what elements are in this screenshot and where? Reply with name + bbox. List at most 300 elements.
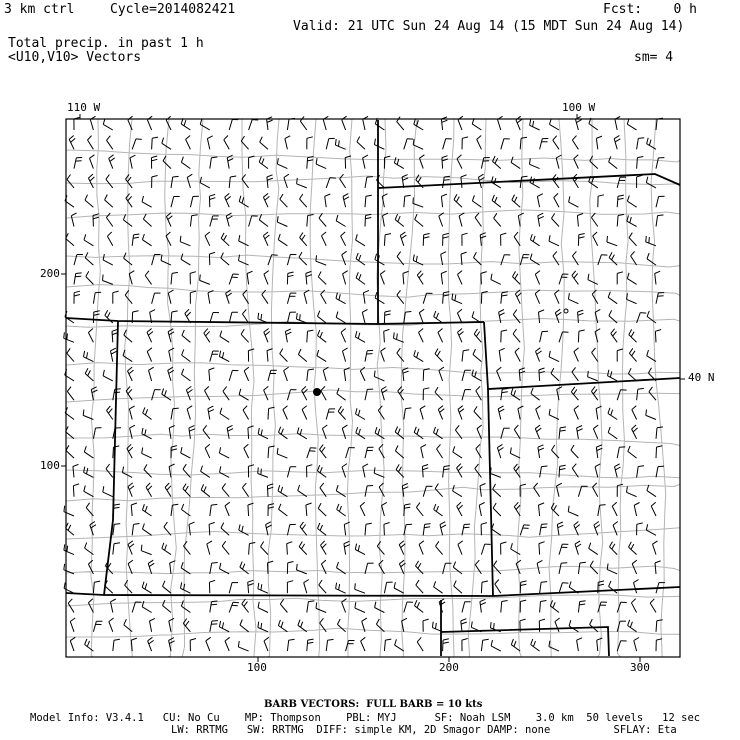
wind-barb xyxy=(128,541,134,555)
wind-barb xyxy=(144,464,152,477)
wind-barb xyxy=(481,544,490,555)
wind-barb xyxy=(539,310,545,323)
wind-barb xyxy=(279,504,288,516)
wind-barb xyxy=(129,271,134,285)
wind-barb xyxy=(577,214,583,227)
wind-barb xyxy=(574,348,579,362)
wind-barb xyxy=(513,329,520,342)
wind-barb xyxy=(441,194,447,207)
wind-barb xyxy=(164,522,171,535)
wind-barb xyxy=(152,156,158,169)
wind-barb xyxy=(612,502,617,516)
wind-barb xyxy=(540,524,548,535)
wind-barb xyxy=(617,177,626,188)
wind-barb xyxy=(610,542,618,555)
wind-barb xyxy=(242,309,248,323)
wind-barb xyxy=(71,213,76,227)
wind-barb xyxy=(355,602,365,612)
wind-barb xyxy=(128,367,134,381)
wind-barb xyxy=(535,425,541,439)
wind-barb xyxy=(631,251,637,265)
wind-barb xyxy=(210,157,218,169)
wind-barb xyxy=(302,386,308,400)
wind-barb xyxy=(278,234,287,246)
wind-barb xyxy=(247,271,253,284)
wind-barb xyxy=(637,138,645,150)
wind-barb xyxy=(258,428,268,439)
wind-barb xyxy=(598,195,604,207)
wind-barb xyxy=(380,271,385,285)
wind-barb xyxy=(550,600,559,612)
wind-barb xyxy=(304,290,309,304)
wind-barb xyxy=(613,522,618,536)
wind-barb xyxy=(259,157,268,169)
wind-barb xyxy=(634,638,639,652)
run-name: 3 km ctrl xyxy=(4,2,75,17)
wind-barb xyxy=(384,311,390,323)
wind-barb xyxy=(515,348,520,362)
wind-barb xyxy=(578,601,585,613)
wind-barb xyxy=(220,331,229,343)
wind-barb xyxy=(646,410,656,420)
wind-barb xyxy=(592,348,598,362)
wind-barb xyxy=(637,157,644,169)
wind-barb xyxy=(491,274,501,285)
wind-barb xyxy=(210,563,218,574)
wind-barb xyxy=(402,484,408,497)
wind-barb xyxy=(307,448,317,458)
wind-barb xyxy=(627,293,637,303)
wind-barb xyxy=(169,348,174,362)
wind-barb xyxy=(239,255,249,265)
wind-barb xyxy=(493,484,501,497)
wind-barb xyxy=(404,602,413,613)
wind-barb xyxy=(356,408,366,419)
lon-label-100w: 100 W xyxy=(562,101,596,114)
wind-barb xyxy=(572,251,578,265)
wind-barb xyxy=(555,290,560,304)
wind-barb xyxy=(439,367,444,381)
wind-barb xyxy=(317,465,326,477)
wind-barb xyxy=(458,116,463,130)
wind-barb xyxy=(651,502,656,516)
wind-barb xyxy=(84,234,93,246)
wind-barb xyxy=(474,406,482,419)
wind-barb xyxy=(655,271,661,284)
wind-barb xyxy=(381,387,387,401)
wind-barb xyxy=(365,447,374,458)
wind-barb xyxy=(264,329,270,343)
wind-barb xyxy=(249,543,256,555)
wind-barb xyxy=(628,446,637,458)
wind-barb xyxy=(113,524,120,536)
wind-barb xyxy=(103,254,113,265)
wind-barb xyxy=(297,564,307,574)
wind-barb xyxy=(491,640,501,651)
wind-barb xyxy=(656,196,665,207)
wind-barb xyxy=(494,561,501,574)
wind-barb xyxy=(163,581,172,593)
wind-barb xyxy=(200,274,210,284)
wind-barb xyxy=(593,425,598,439)
wind-barb xyxy=(436,541,443,554)
wind-barb xyxy=(377,541,384,554)
wind-barb xyxy=(225,502,230,516)
wind-barb xyxy=(168,290,173,304)
wind-barb xyxy=(365,214,371,226)
wind-barb xyxy=(318,272,326,285)
wind-barb xyxy=(634,580,639,594)
valid-time: Valid: 21 UTC Sun 24 Aug 14 (15 MDT Sun 24 Aug 14) xyxy=(293,19,685,34)
wind-barb xyxy=(617,349,623,362)
wind-barb xyxy=(143,407,152,419)
wind-barb xyxy=(629,542,637,555)
wind-barb xyxy=(221,253,229,266)
wind-barb xyxy=(384,329,390,342)
wind-barb xyxy=(90,155,95,169)
wind-barb xyxy=(415,214,424,226)
wind-barb xyxy=(530,119,540,130)
wind-barb xyxy=(421,445,426,459)
wind-barb xyxy=(317,350,326,362)
wind-barb xyxy=(365,523,372,535)
wind-barb xyxy=(453,446,462,458)
wind-barb xyxy=(614,136,620,150)
wind-barb xyxy=(302,406,307,420)
wind-barb xyxy=(132,234,139,246)
wind-barb xyxy=(278,620,287,632)
wind-barb xyxy=(514,502,520,516)
wind-barb xyxy=(337,388,346,400)
wind-barb xyxy=(399,541,405,555)
wind-barb xyxy=(637,388,644,400)
wind-barb xyxy=(287,542,293,555)
wind-barb xyxy=(238,641,248,651)
wind-barb xyxy=(300,194,307,207)
wind-barb xyxy=(355,331,365,342)
wind-barb xyxy=(280,194,288,207)
wind-barb xyxy=(243,406,249,420)
wind-barb xyxy=(336,293,346,304)
wind-barb xyxy=(556,155,561,169)
wind-barb xyxy=(181,447,191,458)
wind-barb xyxy=(536,406,541,420)
wind-barb xyxy=(593,232,598,246)
wind-barb xyxy=(476,386,482,400)
wind-barb xyxy=(498,116,503,130)
wind-barb xyxy=(553,251,559,265)
wind-barb xyxy=(207,136,212,150)
wind-barb xyxy=(531,388,540,400)
wind-barb xyxy=(495,580,501,594)
wind-barb xyxy=(287,293,296,304)
wind-barb xyxy=(285,136,290,150)
wind-barb xyxy=(307,369,314,381)
wind-barb xyxy=(462,639,468,652)
wind-barb xyxy=(557,522,563,535)
wind-barb xyxy=(632,406,637,420)
wind-barb xyxy=(222,541,229,554)
wind-barb xyxy=(458,541,463,555)
wind-barb xyxy=(150,618,155,631)
wind-barb xyxy=(239,389,249,400)
wind-barb xyxy=(106,175,113,188)
wind-barb xyxy=(147,329,153,343)
wind-barb xyxy=(146,483,152,497)
wind-barb xyxy=(224,136,229,150)
wind-barb xyxy=(287,639,294,651)
wind-barb xyxy=(337,619,345,632)
wind-barb xyxy=(590,619,598,632)
wind-barb xyxy=(608,370,618,381)
wind-barb xyxy=(142,448,152,459)
wind-barb xyxy=(306,503,312,516)
wind-barb xyxy=(219,351,229,362)
wind-barb xyxy=(578,310,584,323)
wind-barb xyxy=(67,175,74,188)
wind-barb xyxy=(555,618,560,632)
wind-barb xyxy=(355,544,365,555)
wind-barb xyxy=(93,428,101,439)
wind-barb xyxy=(105,195,113,208)
y-tick-100: 100 xyxy=(40,459,60,472)
wind-barb xyxy=(513,271,521,284)
wind-barb xyxy=(66,233,74,246)
wind-barb xyxy=(534,483,540,497)
wind-barb xyxy=(320,445,327,459)
wind-barb xyxy=(404,312,412,324)
wind-barb xyxy=(145,271,151,285)
wind-barb xyxy=(322,425,327,439)
wind-barb xyxy=(300,522,307,535)
wind-barb xyxy=(627,486,637,496)
wind-barb xyxy=(181,254,190,266)
wind-barb xyxy=(374,467,384,477)
wind-barb xyxy=(419,541,424,555)
wind-barb xyxy=(598,505,606,516)
wind-barb xyxy=(171,176,179,188)
wind-barb xyxy=(462,602,471,613)
wind-barb xyxy=(85,368,93,381)
wind-barb xyxy=(73,484,79,497)
wind-barb xyxy=(222,483,229,496)
wind-barb xyxy=(249,156,255,169)
wind-barb xyxy=(550,119,560,130)
wind-barb xyxy=(481,581,488,593)
wind-barb xyxy=(186,386,192,400)
wind-barb xyxy=(627,273,636,285)
wind-barb xyxy=(632,425,638,439)
wind-barb xyxy=(443,233,449,245)
wind-barb xyxy=(462,233,468,246)
wind-barb xyxy=(501,389,508,401)
wind-barb xyxy=(631,599,636,613)
wind-barb xyxy=(569,196,579,207)
wind-barb xyxy=(248,580,254,593)
wind-barb xyxy=(511,389,520,401)
wind-barb xyxy=(111,599,116,613)
wind-barb xyxy=(66,445,74,458)
wind-barb xyxy=(210,351,219,362)
wind-barb xyxy=(316,602,326,612)
wind-barb xyxy=(414,119,423,131)
wind-barb xyxy=(637,313,647,323)
wind-barb xyxy=(590,156,598,169)
wind-barb xyxy=(530,158,540,168)
wind-barb xyxy=(280,349,288,362)
wind-barb xyxy=(336,215,345,227)
wind-barb xyxy=(200,177,210,188)
wind-barb xyxy=(520,600,526,612)
wind-barb xyxy=(126,174,133,188)
wind-barb xyxy=(318,503,326,516)
wind-barb xyxy=(240,562,249,574)
wind-barb xyxy=(591,387,597,401)
wind-barb xyxy=(647,311,656,323)
wind-barb xyxy=(210,216,219,227)
wind-barb xyxy=(163,600,172,612)
hollow-circle xyxy=(564,309,568,313)
wind-barb xyxy=(88,599,93,613)
wind-barb xyxy=(264,271,269,285)
wind-barb xyxy=(539,542,545,555)
wind-barb xyxy=(165,483,171,497)
wind-barb xyxy=(249,120,259,130)
wind-barb xyxy=(356,253,365,265)
border-co-ks xyxy=(488,389,493,596)
wind-barb xyxy=(442,156,448,169)
wind-barb xyxy=(656,293,664,304)
wind-barb xyxy=(356,234,365,246)
wind-barb xyxy=(384,523,390,536)
wind-barb xyxy=(540,139,549,150)
wind-barb xyxy=(555,309,561,323)
wind-barb xyxy=(283,406,288,420)
wind-barb xyxy=(415,600,424,612)
wind-barb xyxy=(261,542,269,555)
wind-barb xyxy=(438,406,444,420)
wind-barb xyxy=(365,195,372,207)
wind-barb xyxy=(229,602,239,612)
wind-barb xyxy=(220,408,229,420)
wind-barb xyxy=(219,447,229,458)
wind-barb xyxy=(457,155,462,169)
wind-barb xyxy=(459,213,464,227)
wind-barb xyxy=(190,291,196,304)
wind-barb xyxy=(417,637,423,651)
wind-barb xyxy=(596,136,602,149)
wind-barb xyxy=(187,406,192,420)
wind-barb xyxy=(337,504,346,516)
wind-barb xyxy=(171,504,178,516)
wind-barb xyxy=(627,215,637,226)
wind-barb xyxy=(617,390,626,401)
wind-barb xyxy=(248,349,254,362)
wind-barb xyxy=(379,483,384,497)
border-sd-ne xyxy=(378,174,680,188)
wind-barb xyxy=(559,332,569,342)
wind-barb xyxy=(201,466,210,478)
wind-barb xyxy=(201,484,210,496)
wind-barb xyxy=(453,485,462,497)
wind-barb xyxy=(208,290,214,303)
wind-barb xyxy=(86,271,94,284)
wind-barb xyxy=(577,426,583,439)
wind-barb xyxy=(284,367,289,381)
wind-barb xyxy=(609,581,618,593)
wind-barb xyxy=(384,234,391,246)
wind-barb xyxy=(539,368,545,381)
wind-barb xyxy=(190,196,199,207)
wind-barb xyxy=(454,581,462,594)
wind-barb xyxy=(617,214,624,226)
wind-barb xyxy=(474,252,482,265)
wind-barb xyxy=(454,194,462,207)
wind-barb xyxy=(629,329,637,342)
wind-barb xyxy=(423,234,429,246)
wind-barb xyxy=(360,502,365,516)
wind-barb xyxy=(434,311,443,323)
field-title: Total precip. in past 1 h xyxy=(8,36,204,51)
wind-barb xyxy=(336,312,345,324)
wind-barb xyxy=(318,330,327,342)
wind-barb xyxy=(341,329,346,343)
wind-barb xyxy=(147,116,152,130)
wind-barb xyxy=(132,602,141,613)
wind-barb xyxy=(384,582,392,593)
wind-barb xyxy=(132,139,142,149)
wind-barb xyxy=(512,195,520,208)
wind-barb xyxy=(637,175,643,188)
wind-barb xyxy=(363,290,369,303)
wind-barb xyxy=(343,348,348,362)
wind-barb xyxy=(403,368,409,381)
wind-barb xyxy=(572,136,578,150)
wind-barb xyxy=(206,637,211,651)
wind-barb xyxy=(578,330,584,342)
wind-barb xyxy=(656,620,663,632)
wind-barb xyxy=(361,637,366,651)
wind-barb xyxy=(574,155,579,169)
x-tick-100: 100 xyxy=(247,661,267,674)
wind-barb xyxy=(287,581,293,594)
wind-barb xyxy=(209,194,215,207)
wind-barb xyxy=(578,562,586,574)
wind-barb xyxy=(132,524,139,536)
wind-barb xyxy=(142,196,152,207)
wind-barb xyxy=(379,444,385,458)
wind-barb xyxy=(520,525,530,535)
wind-barb xyxy=(458,406,464,420)
wind-barb xyxy=(617,272,623,285)
wind-barb xyxy=(103,486,113,497)
wind-barb xyxy=(383,213,388,226)
wind-barb xyxy=(375,254,385,265)
wind-barb xyxy=(171,408,179,419)
wind-barb xyxy=(190,215,197,227)
wind-barb xyxy=(628,368,636,381)
wind-barb xyxy=(540,331,548,342)
wind-barb xyxy=(597,638,603,651)
wind-barb xyxy=(591,213,597,227)
wind-barb xyxy=(497,367,502,381)
wind-barb xyxy=(493,156,501,169)
wind-barb xyxy=(477,136,482,150)
wind-barb xyxy=(107,406,113,420)
wind-barb xyxy=(458,329,464,343)
wind-barb xyxy=(189,426,195,439)
wind-barb xyxy=(123,350,132,362)
